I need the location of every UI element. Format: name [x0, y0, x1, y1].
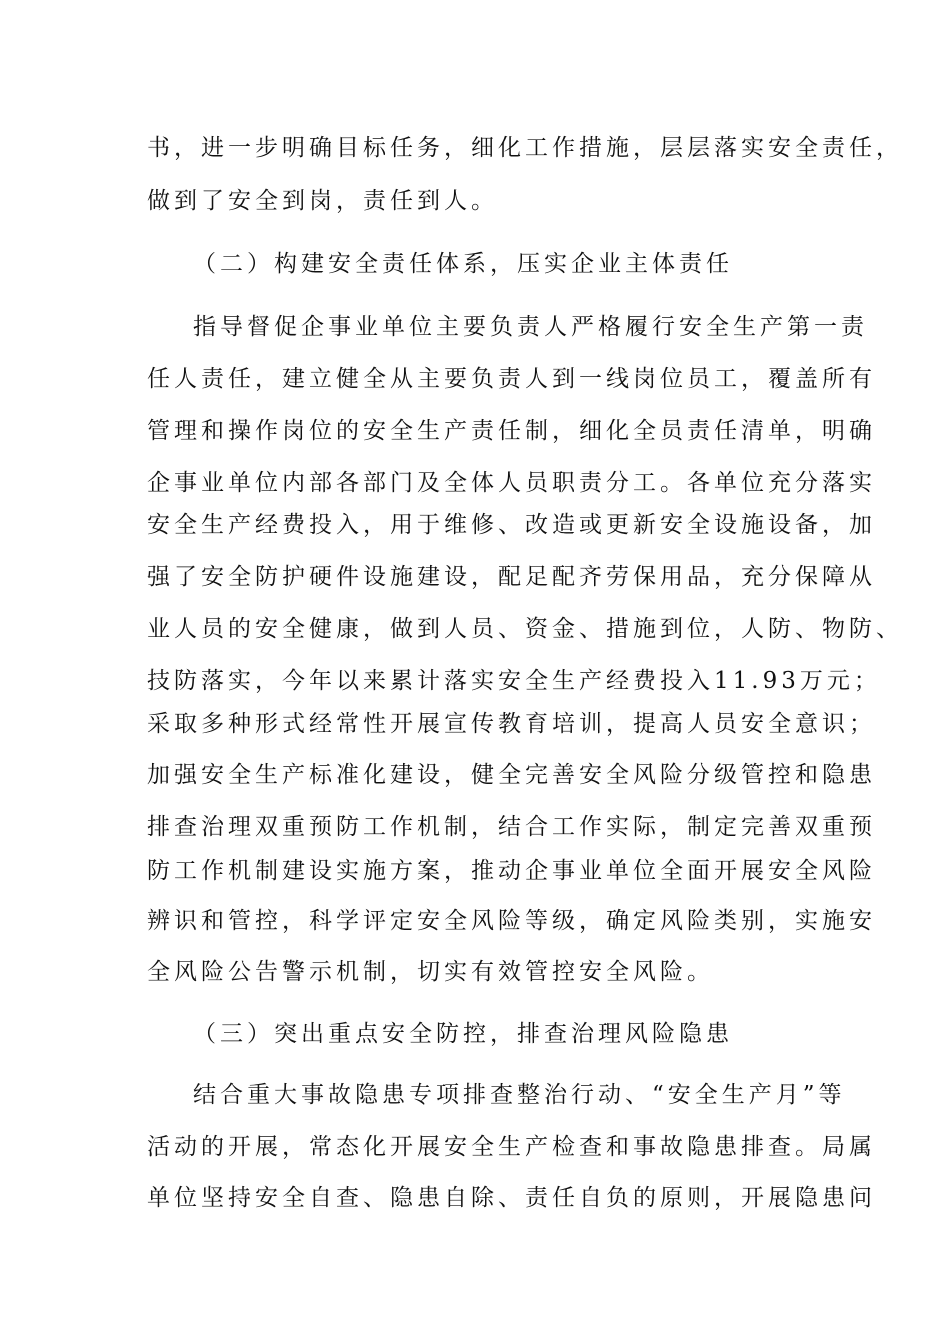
paragraph-2-line-10: 加强安全生产标准化建设，健全完善安全风险分级管控和隐患 — [147, 762, 876, 788]
paragraph-1-line-2: 做到了安全到岗，责任到人。 — [147, 188, 498, 214]
paragraph-1-line-1: 书，进一步明确目标任务，细化工作措施，层层落实安全责任， — [147, 135, 903, 161]
paragraph-3-line-3: 单位坚持安全自查、隐患自除、责任自负的原则，开展隐患问 — [147, 1185, 876, 1211]
section-heading-2: （二）构建安全责任体系，压实企业主体责任 — [193, 251, 733, 277]
paragraph-2-line-11: 排查治理双重预防工作机制，结合工作实际，制定完善双重预 — [147, 814, 876, 840]
paragraph-2-line-4: 企事业单位内部各部门及全体人员职责分工。各单位充分落实 — [147, 470, 876, 496]
paragraph-3-line-2: 活动的开展，常态化开展安全生产检查和事故隐患排查。局属 — [147, 1134, 876, 1160]
paragraph-2-line-12: 防工作机制建设实施方案，推动企事业单位全面开展安全风险 — [147, 858, 876, 884]
paragraph-2-line-5: 安全生产经费投入，用于维修、改造或更新安全设施设备，加 — [147, 512, 876, 538]
paragraph-2-line-14: 全风险公告警示机制，切实有效管控安全风险。 — [147, 959, 714, 985]
paragraph-2-line-1: 指导督促企事业单位主要负责人严格履行安全生产第一责 — [193, 314, 868, 340]
section-heading-3: （三）突出重点安全防控，排查治理风险隐患 — [193, 1021, 733, 1047]
paragraph-2-line-2: 任人责任，建立健全从主要负责人到一线岗位员工，覆盖所有 — [147, 366, 876, 392]
paragraph-2-line-6: 强了安全防护硬件设施建设，配足配齐劳保用品，充分保障从 — [147, 564, 876, 590]
paragraph-2-line-9: 采取多种形式经常性开展宣传教育培训，提高人员安全意识； — [147, 711, 876, 737]
paragraph-2-line-7: 业人员的安全健康，做到人员、资金、措施到位，人防、物防、 — [147, 616, 903, 642]
paragraph-2-line-13: 辨识和管控，科学评定安全风险等级，确定风险类别，实施安 — [147, 908, 876, 934]
paragraph-2-line-3: 管理和操作岗位的安全生产责任制，细化全员责任清单，明确 — [147, 418, 876, 444]
paragraph-2-line-8: 技防落实，今年以来累计落实安全生产经费投入11.93万元； — [147, 668, 881, 694]
paragraph-3-line-1: 结合重大事故隐患专项排查整治行动、“安全生产月”等 — [193, 1082, 846, 1108]
